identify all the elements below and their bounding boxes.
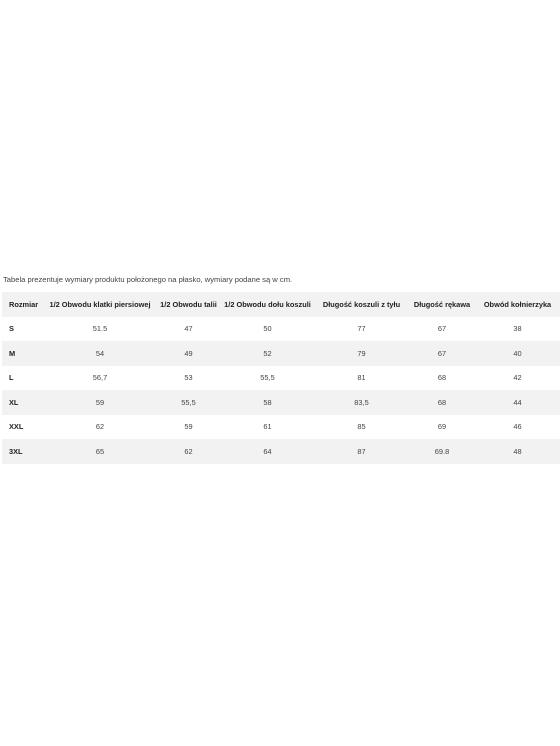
header-hem: 1/2 Obwodu dołu koszuli xyxy=(224,299,311,309)
cell-chest: 62 xyxy=(95,422,105,432)
table-row xyxy=(2,366,560,391)
header-sleeve-length: Długość rękawa xyxy=(413,299,471,309)
cell-collar: 38 xyxy=(513,324,522,334)
cell-size: XXL xyxy=(9,422,24,432)
cell-hem: 52 xyxy=(263,348,272,358)
cell-hem: 50 xyxy=(263,324,272,334)
cell-back-length: 77 xyxy=(357,324,366,334)
cell-size: 3XL xyxy=(9,446,23,456)
cell-back-length: 81 xyxy=(357,373,366,383)
cell-chest: 56,7 xyxy=(92,373,108,383)
cell-chest: 51.5 xyxy=(92,324,108,334)
size-chart-section xyxy=(2,274,560,464)
cell-waist: 53 xyxy=(184,373,193,383)
size-table xyxy=(2,292,560,464)
cell-chest: 65 xyxy=(95,446,105,456)
cell-sleeve-length: 68 xyxy=(437,397,447,407)
cell-collar: 40 xyxy=(513,348,522,358)
cell-chest: 59 xyxy=(95,397,105,407)
header-size: Rozmiar xyxy=(9,299,39,309)
table-caption: Tabela prezentuje wymiary produktu położonego na płasko, wymiary podane są w cm. xyxy=(3,275,293,284)
cell-waist: 47 xyxy=(184,324,193,334)
cell-hem: 61 xyxy=(263,422,272,432)
header-collar: Obwód kołnierzyka xyxy=(483,299,552,309)
header-chest: 1/2 Obwodu klatki piersiowej xyxy=(49,299,151,309)
cell-chest: 54 xyxy=(95,348,105,358)
cell-size: L xyxy=(9,373,14,383)
cell-sleeve-length: 67 xyxy=(437,348,447,358)
table-row xyxy=(2,341,560,366)
cell-hem: 58 xyxy=(263,397,272,407)
cell-hem: 64 xyxy=(263,446,272,456)
cell-collar: 42 xyxy=(513,373,522,383)
cell-back-length: 85 xyxy=(357,422,366,432)
cell-waist: 62 xyxy=(184,446,193,456)
cell-sleeve-length: 69 xyxy=(437,422,447,432)
table-row xyxy=(2,415,560,440)
cell-hem: 55,5 xyxy=(260,373,275,383)
cell-waist: 59 xyxy=(184,422,193,432)
table-header-row xyxy=(2,292,560,317)
cell-waist: 55,5 xyxy=(181,397,196,407)
cell-back-length: 87 xyxy=(357,446,366,456)
cell-size: XL xyxy=(9,397,19,407)
cell-sleeve-length: 67 xyxy=(437,324,447,334)
table-row xyxy=(2,317,560,342)
cell-back-length: 83,5 xyxy=(354,397,369,407)
header-waist: 1/2 Obwodu talii xyxy=(160,299,217,309)
cell-collar: 48 xyxy=(513,446,522,456)
cell-collar: 44 xyxy=(513,397,522,407)
header-back-length: Długość koszuli z tyłu xyxy=(322,299,401,309)
table-row xyxy=(2,439,560,464)
cell-sleeve-length: 69.8 xyxy=(434,446,450,456)
cell-waist: 49 xyxy=(184,348,193,358)
cell-sleeve-length: 68 xyxy=(437,373,447,383)
table-row xyxy=(2,390,560,415)
cell-back-length: 79 xyxy=(357,348,366,358)
cell-collar: 46 xyxy=(513,422,522,432)
cell-size: M xyxy=(9,348,16,358)
cell-size: S xyxy=(9,324,14,334)
